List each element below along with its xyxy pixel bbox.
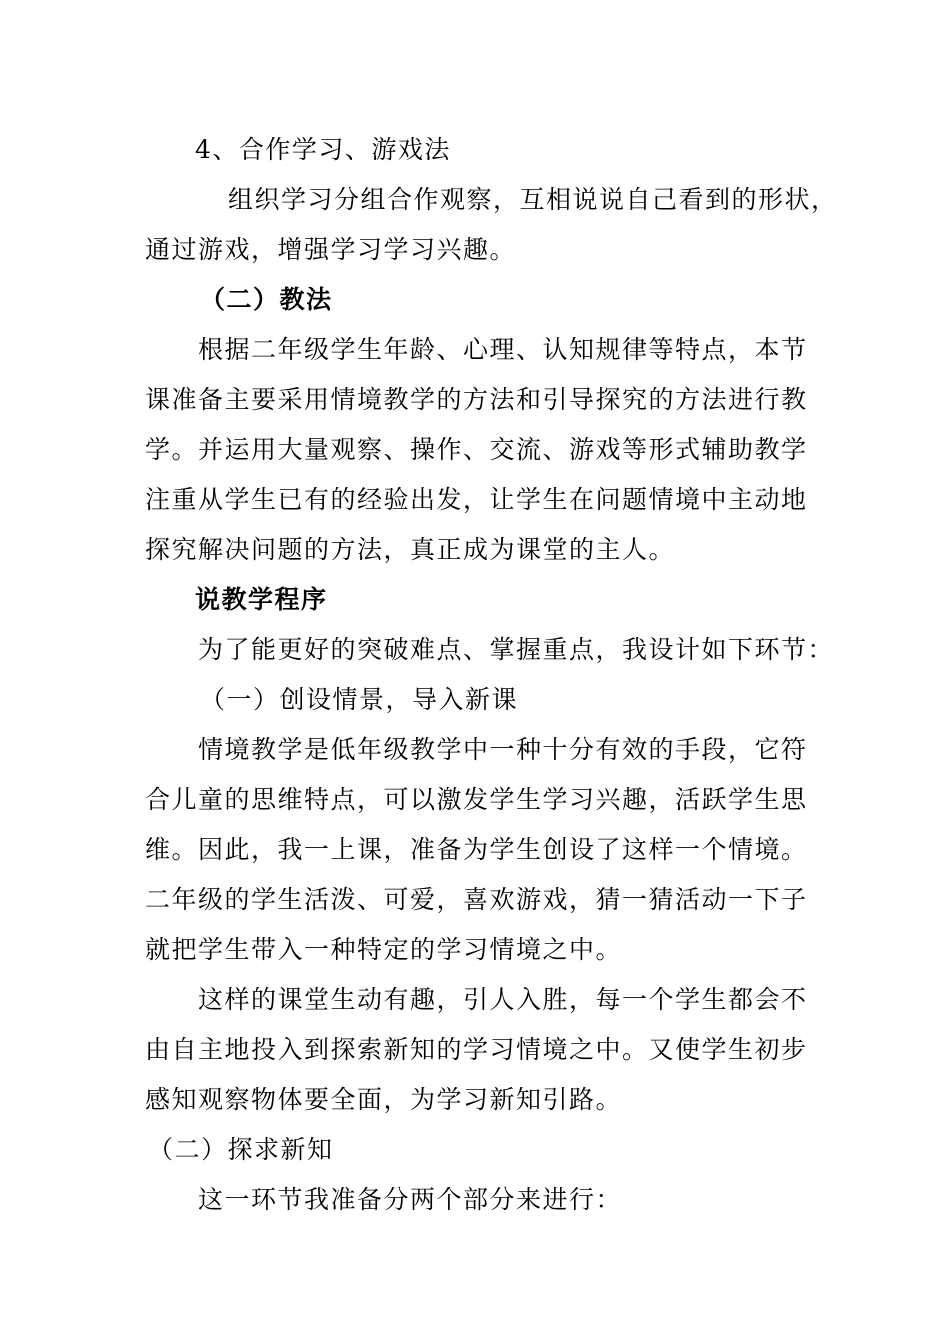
paragraph-line: 探究解决问题的方法，真正成为课堂的主人。 xyxy=(145,535,676,564)
paragraph-line: 组织学习分组合作观察，互相说说自己看到的形状， xyxy=(228,185,838,214)
paragraph-line: 这样的课堂生动有趣，引人入胜，每一个学生都会不 xyxy=(198,985,808,1014)
paragraph-line: 二年级的学生活泼、可爱，喜欢游戏，猜一猜活动一下子 xyxy=(145,885,808,914)
subheading-explore-new-knowledge: （二）探求新知 xyxy=(148,1135,334,1164)
paragraph-line: 由自主地投入到探索新知的学习情境之中。又使学生初步 xyxy=(145,1035,808,1064)
paragraph-line: 感知观察物体要全面，为学习新知引路。 xyxy=(145,1085,623,1114)
paragraph-line: 根据二年级学生年龄、心理、认知规律等特点，本节 xyxy=(198,335,808,364)
paragraph-line: 维。因此，我一上课，准备为学生创设了这样一个情境。 xyxy=(145,835,808,864)
paragraph-line: 这一环节我准备分两个部分来进行： xyxy=(198,1185,623,1214)
paragraph-line: 为了能更好的突破难点、掌握重点，我设计如下环节： xyxy=(198,635,835,664)
paragraph-line: 情境教学是低年级教学中一种十分有效的手段，它符 xyxy=(198,735,808,764)
paragraph-line: 就把学生带入一种特定的学习情境之中。 xyxy=(145,935,623,964)
section-heading-teaching-method: （二）教法 xyxy=(200,285,333,314)
paragraph-line: 课准备主要采用情境教学的方法和引导探究的方法进行教 xyxy=(145,385,808,414)
subheading-create-scene: （一）创设情景，导入新课 xyxy=(200,685,519,714)
paragraph-line: 合儿童的思维特点，可以激发学生学习兴趣，活跃学生思 xyxy=(145,785,808,814)
heading-cooperative-game-method: 4、合作学习、游戏法 xyxy=(195,135,451,164)
paragraph-line: 学。并运用大量观察、操作、交流、游戏等形式辅助教学 xyxy=(145,435,808,464)
paragraph-line: 通过游戏，增强学习学习兴趣。 xyxy=(145,235,517,264)
paragraph-line: 注重从学生已有的经验出发，让学生在问题情境中主动地 xyxy=(145,485,808,514)
section-heading-teaching-procedure: 说教学程序 xyxy=(195,585,328,614)
